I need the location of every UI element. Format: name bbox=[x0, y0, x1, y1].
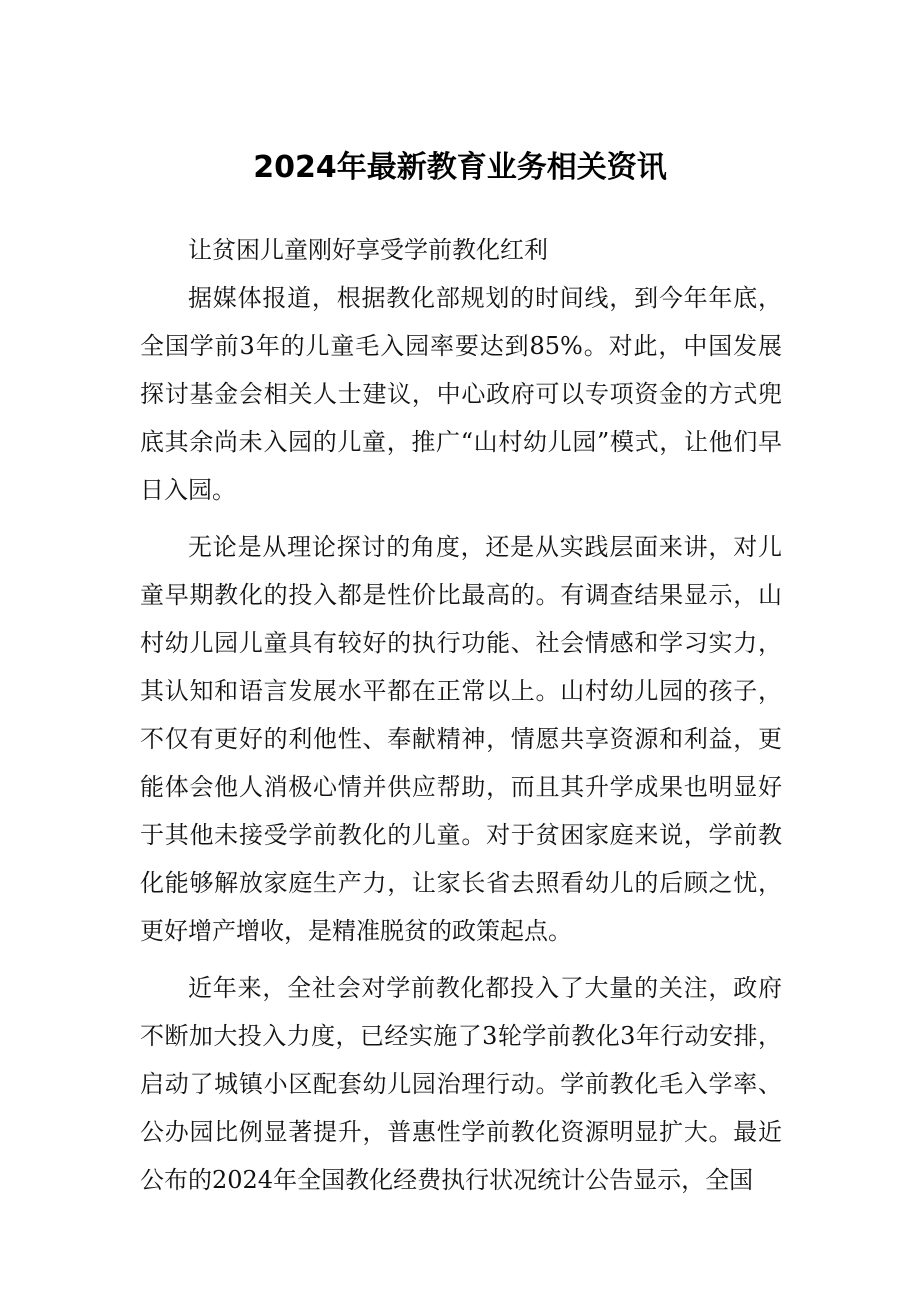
document-title: 2024年最新教育业务相关资讯 bbox=[253, 150, 667, 185]
section-heading: 让贫困儿童刚好享受学前教化红利 bbox=[188, 236, 548, 264]
paragraph-2: 无论是从理论探讨的角度，还是从实践层面来讲，对儿童早期教化的投入都是性价比最高的。有调查结果显示，山村幼儿园儿童具有较好的执行功能、社会情感和学习实力，其认知和语言发展水平都在正常以上。山村幼儿园的孩子，不仅有更好的利他性、奉献精神，情愿共享资源和利益，更能体会他人消极心情并供应帮助，而且其升学成果也明显好于其他未接受学前教化的儿童。对于贫困家庭来说，学前教化能够解放家庭生产力，让家长省去照看幼儿的后顾之忧，更好增产增收，是精准脱贫的政策起点。 bbox=[140, 533, 782, 945]
document-body bbox=[140, 226, 782, 1213]
paragraph-3: 近年来，全社会对学前教化都投入了大量的关注，政府不断加大投入力度，已经实施了3轮学前教化3年行动安排，启动了城镇小区配套幼儿园治理行动。学前教化毛入学率、公办园比例显著提升，普惠性学前教化资源明显扩大。最近公布的2024年全国教化经费执行状况统计公告显示，全国 bbox=[140, 974, 782, 1194]
paragraph-1: 据媒体报道，根据教化部规划的时间线，到今年年底，全国学前3年的儿童毛入园率要达到85%。对此，中国发展探讨基金会相关人士建议，中心政府可以专项资金的方式兜底其余尚未入园的儿童，推广“山村幼儿园”模式，让他们早日入园。 bbox=[140, 284, 782, 504]
